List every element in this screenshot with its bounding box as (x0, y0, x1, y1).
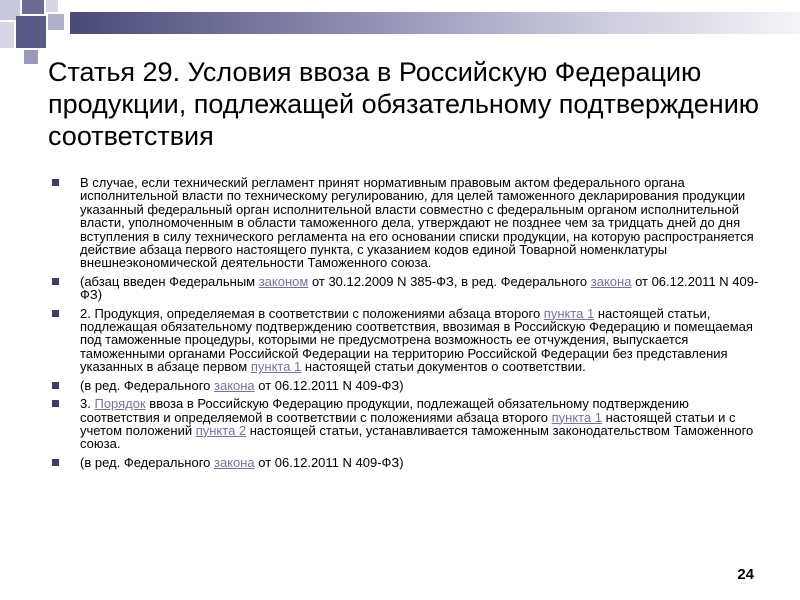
header-gradient-bar (70, 12, 800, 34)
clause-link[interactable]: пункта 1 (543, 305, 595, 321)
bullet-list (50, 176, 762, 474)
decor-square (24, 50, 38, 64)
item-text: (в ред. Федерального (80, 454, 214, 470)
decor-square (46, 0, 58, 12)
slide-title: Статья 29. Условия ввоза в Российскую Федерацию продукции, подлежащей обязательному подтверждению соответствия (48, 57, 760, 151)
bullet-icon (52, 459, 59, 466)
list-item (50, 397, 762, 451)
item-text: от 06.12.2011 N 409-ФЗ) (254, 377, 404, 393)
item-text: от 06.12.2011 N 409-ФЗ) (80, 273, 759, 303)
bullet-icon (52, 179, 59, 186)
list-item (50, 307, 762, 374)
page-number: 24 (737, 566, 754, 583)
list-item (50, 176, 762, 270)
list-item (50, 275, 762, 302)
item-text: настоящей статьи документов о соответствии. (301, 359, 586, 375)
clause-link[interactable]: пункта 1 (551, 409, 603, 425)
decor-square (16, 16, 46, 48)
decor-square (0, 22, 14, 48)
decor-square (22, 0, 44, 14)
list-item (50, 456, 762, 469)
item-text: (в ред. Федерального (80, 377, 214, 393)
bullet-icon (52, 278, 59, 285)
item-text: В случае, если технический регламент принят нормативным правовым актом федерального органа исполнительной власти по техническому регулированию, для целей таможенного декларирования продукции указанный федеральный орган исполнительной власти совместно с федеральным органом исполнительной власти, уполномоченным в области таможенного дела, утверждают не позднее чем за тридцать дней до дня вступления в силу технического регламента на его основании списки продукции, на которую распространяется действие абзаца первого настоящего пункта, с указанием кодов единой Товарной номенклатуры внешнеэкономической деятельности Таможенного союза. (80, 175, 754, 271)
item-text: от 30.12.2009 N 385-ФЗ, в ред. Федерального (308, 273, 591, 289)
bullet-icon (52, 382, 59, 389)
law-link[interactable]: закона (590, 273, 632, 289)
clause-link[interactable]: пункта 1 (250, 359, 302, 375)
law-link[interactable]: закона (214, 454, 255, 470)
law-link[interactable]: закона (214, 377, 255, 393)
list-item (50, 379, 762, 392)
law-link[interactable]: законом (258, 273, 309, 289)
item-text: (абзац введен Федеральным (80, 273, 259, 289)
item-text: ввоза в Российскую Федерацию продукции, подлежащей обязательному подтверждению соответствия и определяемой в соответствии с положениями абзаца второго (80, 396, 689, 425)
item-text: 3. (80, 396, 95, 412)
item-text: от 06.12.2011 N 409-ФЗ) (254, 454, 404, 470)
item-text: настоящей статьи, устанавливается таможенным законодательством Таможенного союза. (80, 422, 754, 452)
decor-square (48, 14, 64, 30)
bullet-icon (52, 400, 59, 407)
item-text: 2. Продукция, определяемая в соответствии с положениями абзаца второго (80, 305, 544, 321)
procedure-link[interactable]: Порядок (94, 396, 146, 412)
bullet-icon (52, 310, 59, 317)
item-text: настоящей статьи и с учетом положений (80, 409, 736, 438)
clause-link[interactable]: пункта 2 (195, 422, 247, 438)
item-text: настоящей статьи, подлежащая обязательному подтверждению соответствия, ввозимая в Российскую Федерацию и помещаемая под таможенные процедуры, которыми не предусмотрена возможность ее отчуждения, выпускается таможенными органами Российской Федерации на территорию Российской Федерации без представления указанных в абзаце первом (80, 305, 753, 375)
